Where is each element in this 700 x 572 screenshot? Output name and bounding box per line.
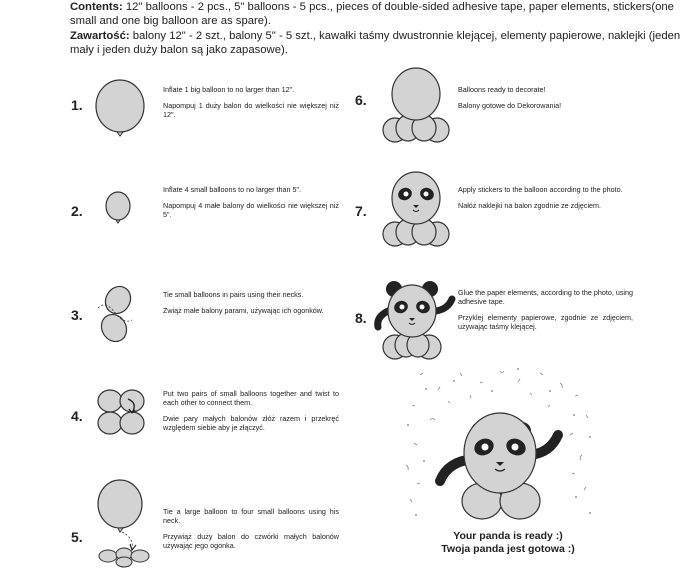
step-5-pl: Przywiąż duży balon do czwórki małych balonów używając jego ogonka. [163, 532, 339, 550]
step-2-en: Inflate 4 small balloons to no larger than 5". [163, 185, 301, 194]
step-1-en: Inflate 1 big balloon to no larger than 12". [163, 85, 295, 94]
step-2-number: 2. [71, 203, 83, 219]
step-3-pl: Zwiąż małe balony parami, używając ich ogonków. [163, 306, 324, 315]
step-7-pl: Nałóż naklejki na balon zgodnie ze zdjęciem. [458, 201, 602, 210]
four-balloons-icon [92, 385, 152, 441]
step-1-pl: Napompuj 1 duży balon do wielkości nie większej niż 12". [163, 101, 339, 119]
final-panda-illustration [400, 365, 600, 527]
panda-icon [372, 277, 462, 363]
contents-text: 12" balloons - 2 pcs., 5" balloons - 5 pcs., pieces of double-sided adhesive tape, paper elements, stickers(one small and one big balloon are as spare). [70, 1, 674, 28]
step-7-en: Apply stickers to the balloon according to the photo. [458, 185, 623, 194]
step-7-text [458, 185, 633, 217]
step-6-text [458, 85, 633, 117]
zawartosc-text: balony 12" - 2 szt., balony 5" - 5 szt., kawałki taśmy dwustronnie klejącej, elementy papierowe, naklejki (jeden mały i jeden duży balon są jako zapasowe). [70, 29, 681, 57]
zawartosc-label: Zawartość: [70, 29, 130, 42]
panda-ready-en: Your panda is ready :) [453, 530, 563, 542]
step-5-text [163, 507, 339, 557]
step-2-pl: Napompuj 4 małe balony do wielkości nie większej niż 5". [163, 201, 339, 219]
step-1-text [163, 85, 339, 126]
step-7-number: 7. [355, 203, 367, 219]
panda-ready-caption [408, 530, 608, 556]
step-1-number: 1. [71, 97, 83, 113]
balloon-icon [104, 190, 138, 228]
step-2-text [163, 185, 339, 226]
balloon-base-icon [380, 68, 452, 146]
step-3-en: Tie small balloons in pairs using their necks. [163, 290, 304, 299]
step-8-text [458, 288, 633, 338]
step-8-number: 8. [355, 310, 367, 326]
step-6-en: Balloons ready to decorate! [458, 85, 546, 94]
step-8-pl: Przyklej elementy papierowe, zgodnie ze zdjęciem, używając taśmy klejącej. [458, 313, 633, 331]
panda-ready-pl: Twoja panda jest gotowa :) [441, 543, 575, 555]
step-3-text [163, 290, 339, 322]
panda-face-icon [380, 172, 452, 250]
step-4-pl: Dwie pary małych balonów złóż razem i przekręć względem siebie aby je złączyć. [163, 414, 339, 432]
step-6-number: 6. [355, 92, 367, 108]
step-5-number: 5. [71, 529, 83, 545]
contents-header [70, 0, 690, 58]
step-4-text [163, 389, 339, 439]
step-5-en: Tie a large balloon to four small balloons using his neck. [163, 507, 339, 525]
step-4-number: 4. [71, 408, 83, 424]
balloon-pair-icon [88, 282, 144, 348]
balloon-icon [92, 80, 152, 142]
balloon-tie-icon [94, 478, 158, 568]
step-4-en: Put two pairs of small balloons together and twist to each other to connect them. [163, 389, 339, 407]
step-3-number: 3. [71, 307, 83, 323]
step-6-pl: Balony gotowe do Dekorowania! [458, 101, 562, 110]
contents-label: Contents: [70, 1, 123, 13]
step-8-en: Glue the paper elements, according to the photo, using adhesive tape. [458, 288, 634, 306]
